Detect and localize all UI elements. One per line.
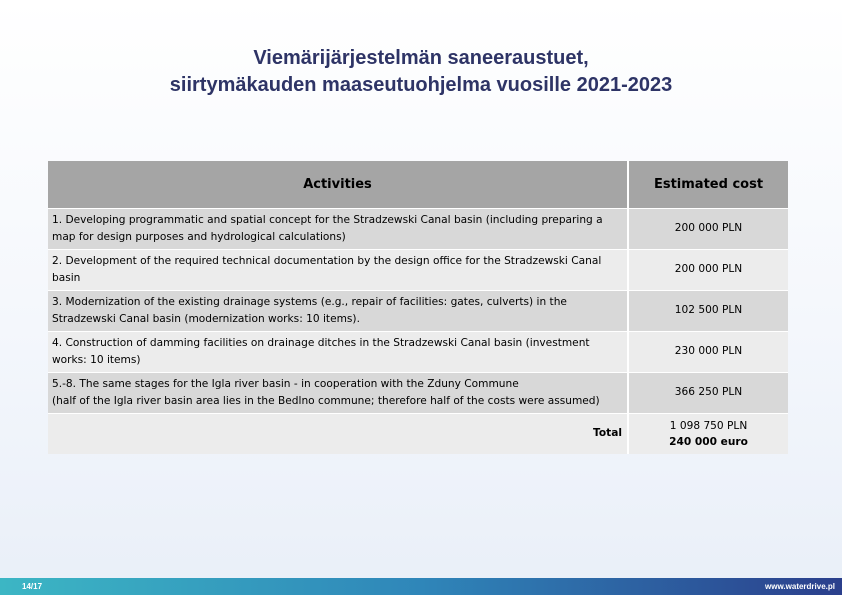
header-estimated-cost: Estimated cost (628, 161, 788, 208)
cost-table (48, 161, 788, 454)
table-row (48, 290, 788, 331)
total-cost-cell (628, 413, 788, 454)
header-activities: Activities (48, 161, 628, 208)
title-line-1: Viemärijärjestelmän saneeraustuet, (253, 47, 589, 69)
cost-cell: 102 500 PLN (628, 290, 788, 331)
activity-line: 5.-8. The same stages for the Igla river basin - in cooperation with the Zduny Commune (52, 377, 519, 390)
activity-cell: 4. Construction of damming facilities on drainage ditches in the Stradzewski Canal basin (investment works: 10 items) (48, 331, 628, 372)
table-row (48, 331, 788, 372)
total-row (48, 413, 788, 454)
activity-line: (half of the Igla river basin area lies in the Bedlno commune; therefore half of the costs were assumed) (52, 394, 600, 407)
table-header-row (48, 161, 788, 208)
website-link[interactable]: www.waterdrive.pl (765, 582, 835, 591)
table-row (48, 208, 788, 249)
activity-cell: 2. Development of the required technical documentation by the design office for the Stradzewski Canal basin (48, 249, 628, 290)
cost-cell: 200 000 PLN (628, 208, 788, 249)
cost-cell: 230 000 PLN (628, 331, 788, 372)
total-pln: 1 098 750 PLN (669, 419, 748, 432)
cost-cell: 366 250 PLN (628, 372, 788, 413)
activity-cell: 3. Modernization of the existing drainage systems (e.g., repair of facilities: gates, culverts) in the Stradzewski Canal basin (modernization works: 10 items). (48, 290, 628, 331)
activity-cell (48, 372, 628, 413)
activity-cell: 1. Developing programmatic and spatial concept for the Stradzewski Canal basin (including preparing a map for design purposes and hydrological calculations) (48, 208, 628, 249)
footer-bar (0, 578, 842, 595)
title-line-2: siirtymäkauden maaseutuohjelma vuosille 2021-2023 (169, 74, 673, 96)
total-eur: 240 000 euro (669, 435, 748, 448)
table-row (48, 249, 788, 290)
table-row (48, 372, 788, 413)
cost-cell: 200 000 PLN (628, 249, 788, 290)
page-title (0, 45, 842, 99)
page-number: 14/17 (22, 582, 43, 591)
total-label: Total (48, 413, 628, 454)
